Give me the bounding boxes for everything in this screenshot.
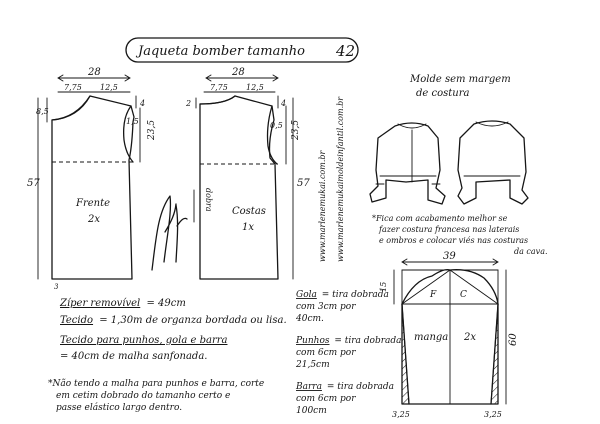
back-shoulder-label: 12,5 [246, 83, 264, 92]
watermark-2: www.marlenemukaimoldeinfantil.com.br [336, 96, 345, 262]
sleeve-cap-height-label: 15 [379, 281, 388, 292]
material-zipper-label: Zíper removível [60, 298, 141, 309]
preview-note [372, 214, 548, 256]
sleeve-piece-name: manga [414, 332, 449, 343]
sleeve-cuff-left: 3,25 [392, 410, 410, 419]
front-drop-label: 4 [140, 99, 146, 108]
front-hem-mark: 3 [54, 283, 59, 291]
back-armhole [268, 106, 278, 164]
jacket-preview [370, 74, 548, 256]
sleeve-length-label: 60 [508, 333, 519, 346]
front-width-label: 28 [88, 67, 101, 78]
sleeve-panel-f: F [430, 290, 437, 300]
front-armhole [124, 106, 133, 162]
sleeve-front-diagonal [402, 270, 450, 304]
front-armhole-depth-label: 23,5 [147, 119, 157, 140]
strip-hem [295, 382, 397, 416]
sleeve-piece [379, 251, 519, 419]
back-drop-label: 4 [281, 99, 287, 108]
strip-hem-text-3: 100cm [296, 406, 327, 416]
back-neckline [200, 96, 235, 104]
front-piece-count: 2x [88, 214, 101, 225]
sleeve-piece-count: 2x [464, 332, 477, 343]
materials-note-line-2: em cetim dobrado do tamanho certo e [56, 391, 231, 401]
material-fabric-label: Tecido [60, 315, 94, 326]
back-piece-count: 1x [242, 222, 255, 233]
back-fold-label: dobra [204, 188, 213, 212]
signature [152, 196, 187, 270]
back-armhole-depth-label: 23,5 [291, 119, 301, 140]
jacket-back-sketch [458, 121, 528, 204]
watermark-1: www.marlenemukai.com.br [318, 150, 327, 262]
back-width-label: 28 [232, 67, 245, 78]
materials-note-line-3: passe elástico largo dentro. [56, 403, 183, 413]
preview-caption-line-2: de costura [416, 88, 470, 99]
front-neck-width-label: 7,75 [64, 83, 82, 92]
preview-caption-line-1: Molde sem margem [410, 74, 511, 85]
front-armhole-inset-label: 1,5 [126, 117, 139, 126]
material-knit-detail: = 40cm de malha sanfonada. [60, 351, 208, 362]
material-zipper-text: = 49cm [146, 298, 186, 309]
back-piece-name: Costas [232, 206, 266, 217]
back-piece [185, 67, 310, 279]
strip-collar-text-2: com 3cm por [296, 302, 356, 312]
preview-note-line-1: *Fica com acabamento melhor se [372, 214, 508, 223]
materials-note [48, 378, 267, 413]
strip-cuffs [295, 336, 404, 370]
front-length-label: 57 [27, 178, 40, 189]
material-knit-label: Tecido para punhos, gola e barra [60, 335, 228, 346]
front-neck-depth-label: 8,5 [36, 107, 49, 116]
strip-collar [295, 290, 392, 324]
front-neckline [52, 96, 90, 120]
strip-cuffs-label: Punhos [296, 336, 330, 346]
title-group [126, 38, 358, 62]
material-fabric-text: = 1,30m de organza bordada ou lisa. [99, 315, 287, 326]
front-piece-name: Frente [76, 198, 111, 209]
back-length-label: 57 [297, 178, 310, 189]
preview-caption [409, 74, 514, 99]
material-knit [60, 335, 228, 346]
materials-block [48, 298, 287, 413]
preview-note-line-2: fazer costura francesa nas laterais [379, 225, 520, 234]
jacket-front-sketch [370, 123, 445, 204]
material-fabric [60, 315, 287, 326]
strip-cuffs-text-2: com 6cm por [296, 348, 356, 358]
strip-hem-text-2: com 6cm por [296, 394, 356, 404]
material-zipper [59, 298, 186, 309]
strip-cuffs-text-1: = tira dobrada [334, 336, 402, 346]
sleeve-width-label: 39 [443, 251, 456, 262]
front-piece [27, 67, 157, 291]
back-neck-width-label: 7,75 [210, 83, 228, 92]
page-title: Jaqueta bomber tamanho [138, 44, 305, 59]
back-neck-depth-label: 2 [186, 99, 192, 108]
materials-note-line-1: *Não tendo a malha para punhos e barra, corte [48, 379, 265, 389]
back-armhole-inset-label: 0,5 [270, 121, 283, 130]
strip-collar-label: Gola [296, 290, 317, 300]
size-number: 42 [336, 42, 356, 60]
strips-block [295, 290, 404, 416]
strip-hem-label: Barra [296, 382, 322, 392]
strip-cuffs-text-3: 21,5cm [296, 360, 330, 370]
preview-note-line-3: e ombros e colocar viés nas costuras [379, 236, 529, 245]
front-outline [52, 96, 134, 279]
front-shoulder-label: 12,5 [100, 83, 118, 92]
jacket-back-details [464, 122, 520, 176]
sleeve-panel-c: C [460, 290, 467, 300]
sleeve-cuff-right: 3,25 [484, 410, 502, 419]
strip-hem-text-1: = tira dobrada [326, 382, 394, 392]
preview-note-line-4: da cava. [514, 247, 548, 256]
strip-collar-text-1: = tira dobrada [321, 290, 389, 300]
strip-collar-text-3: 40cm. [296, 314, 324, 324]
